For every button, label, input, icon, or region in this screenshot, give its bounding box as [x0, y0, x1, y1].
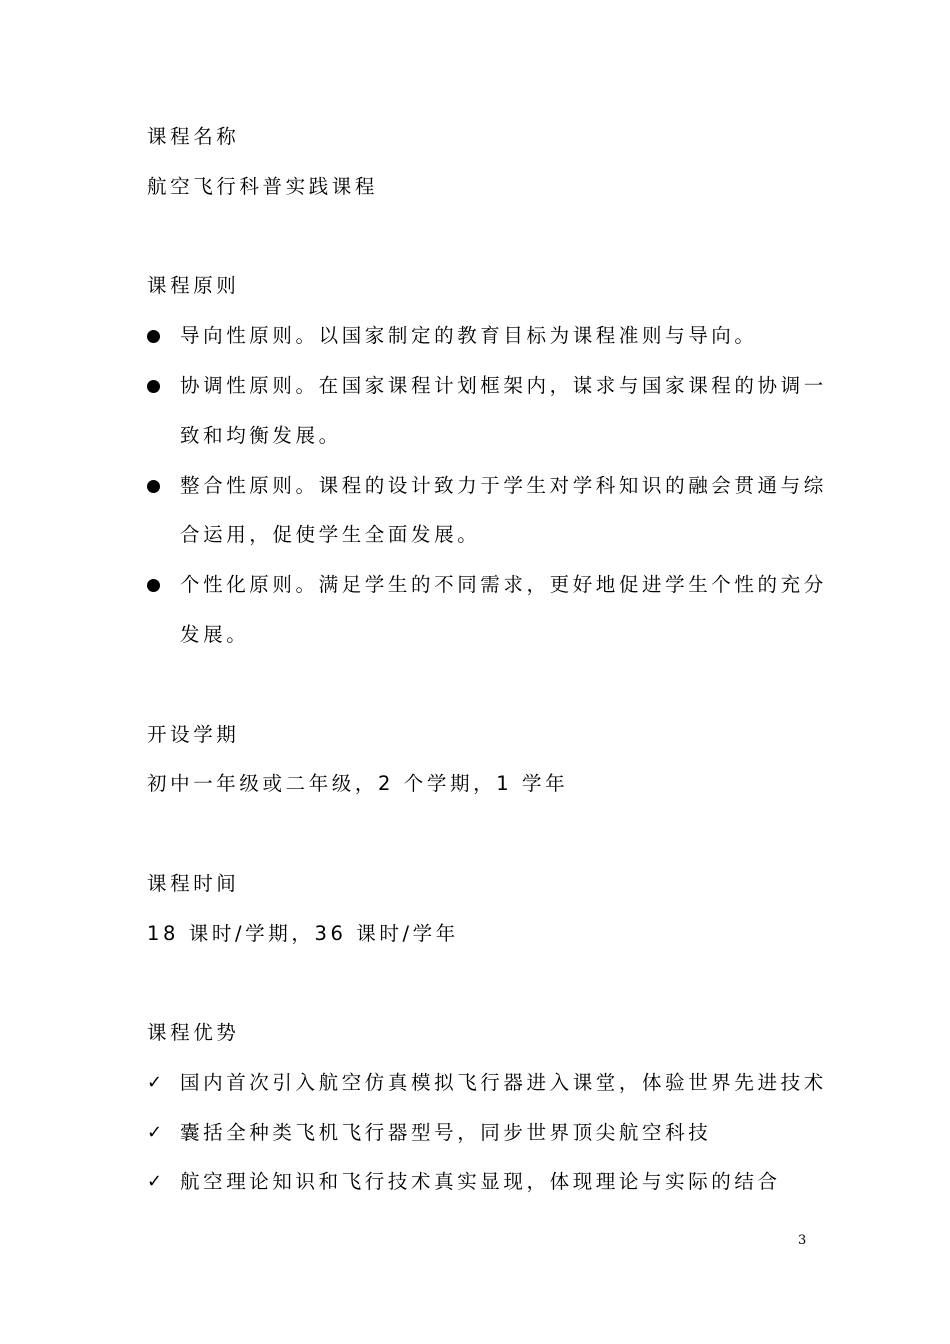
schedule-value: 18 课时/学期，36 课时/学年 — [147, 922, 459, 945]
bullet-dot-icon — [147, 380, 160, 393]
principles-heading: 课程原则 — [147, 274, 240, 297]
principle-text-continued: 合运用，促使学生全面发展。 — [180, 523, 481, 546]
page-number: 3 — [798, 1233, 807, 1248]
course-name-heading: 课程名称 — [147, 125, 240, 148]
bullet-dot-icon — [147, 330, 160, 343]
checkmark-icon: ✓ — [147, 1122, 163, 1143]
principle-text: 导向性原则。以国家制定的教育目标为课程准则与导向。 — [180, 324, 758, 347]
bullet-dot-icon — [147, 480, 160, 493]
bullet-dot-icon — [147, 579, 160, 592]
course-name-value: 航空飞行科普实践课程 — [147, 175, 379, 198]
semester-heading: 开设学期 — [147, 723, 240, 746]
principle-text: 协调性原则。在国家课程计划框架内，谋求与国家课程的协调一 — [180, 374, 827, 397]
principle-text: 整合性原则。课程的设计致力于学生对学科知识的融会贯通与综 — [180, 474, 827, 497]
advantage-text: 航空理论知识和飞行技术真实显现，体现理论与实际的结合 — [180, 1170, 781, 1193]
semester-value: 初中一年级或二年级，2 个学期，1 学年 — [147, 772, 569, 795]
advantages-heading: 课程优势 — [147, 1021, 240, 1044]
checkmark-icon: ✓ — [147, 1171, 163, 1192]
principle-text: 个性化原则。满足学生的不同需求，更好地促进学生个性的充分 — [180, 573, 827, 596]
advantage-text: 国内首次引入航空仿真模拟飞行器进入课堂，体验世界先进技术 — [180, 1071, 827, 1094]
checkmark-icon: ✓ — [147, 1072, 163, 1093]
schedule-heading: 课程时间 — [147, 872, 240, 895]
principle-text-continued: 致和均衡发展。 — [180, 424, 342, 447]
advantage-text: 囊括全种类飞机飞行器型号，同步世界顶尖航空科技 — [180, 1121, 712, 1144]
principle-text-continued: 发展。 — [180, 623, 250, 646]
